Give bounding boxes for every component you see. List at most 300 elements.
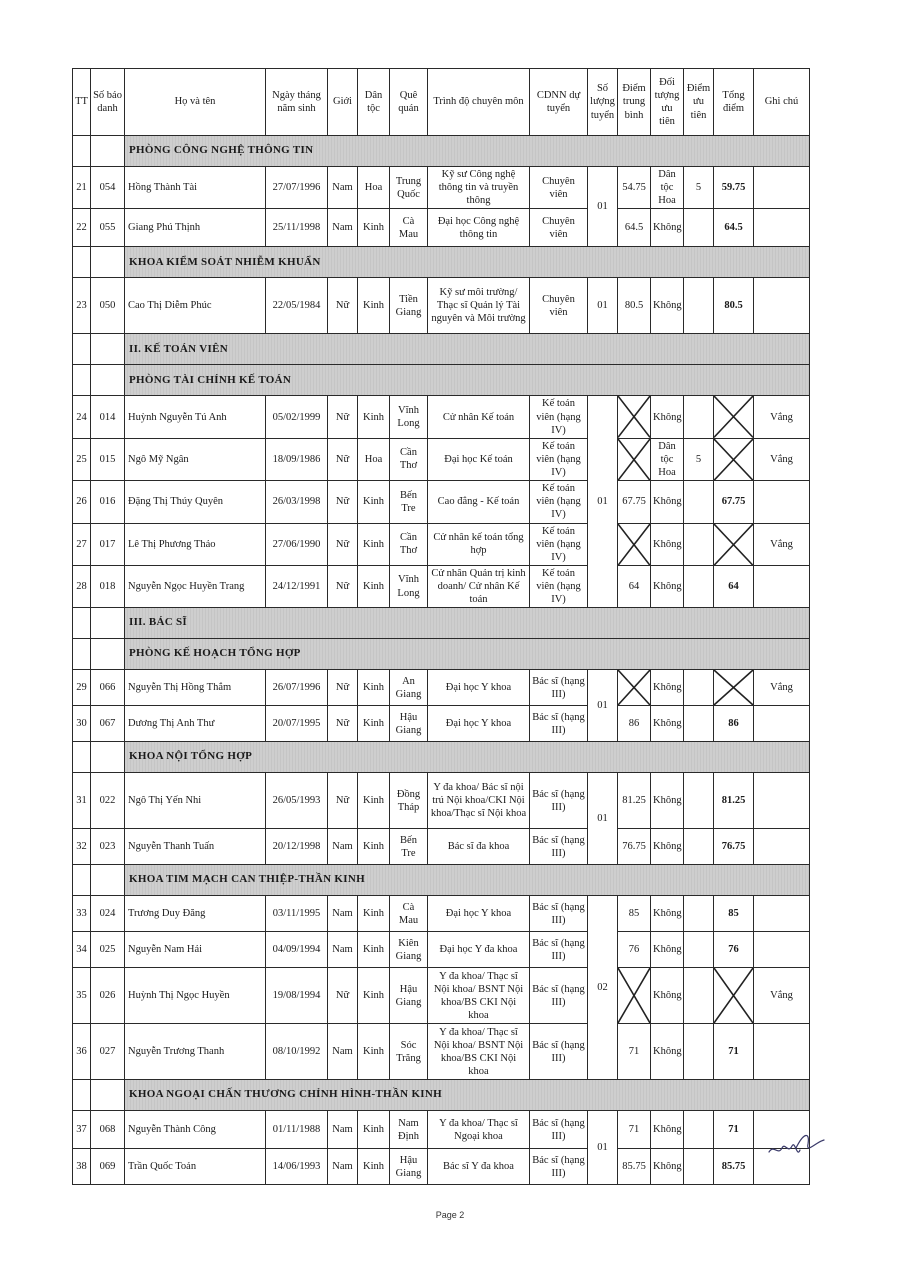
section-spacer [73, 1080, 91, 1111]
candidate-row [73, 706, 810, 742]
cell-qualification: Y đa khoa/ Thạc sĩ Ngoại khoa [428, 1111, 530, 1149]
cell-qualification: Y đa khoa/ Thạc sĩ Nội khoa/ BSNT Nội khoa/BS CKI Nội khoa [428, 1024, 530, 1080]
candidate-row [73, 565, 810, 607]
cell-qualification: Đại học Công nghệ thông tin [428, 209, 530, 247]
cell-sbd: 014 [91, 396, 125, 438]
cell-hometown: Vĩnh Long [390, 565, 428, 607]
header-tt: TT [73, 69, 91, 136]
cell-position: Bác sĩ (hạng III) [530, 932, 588, 968]
section-spacer [73, 608, 91, 639]
section-row [73, 608, 810, 639]
cell-name: Nguyễn Trương Thanh [125, 1024, 266, 1080]
cell-ethnic: Kinh [358, 396, 390, 438]
cell-priority-object: Không [651, 1024, 684, 1080]
cell-total-crossed [714, 438, 754, 480]
cell-quota: 01 [588, 670, 618, 742]
cell-position: Kế toán viên (hạng IV) [530, 523, 588, 565]
cell-ethnic: Kinh [358, 968, 390, 1024]
section-spacer [73, 365, 91, 396]
header-note: Ghi chú [754, 69, 810, 136]
cell-hometown: An Giang [390, 670, 428, 706]
header-row [73, 69, 810, 136]
cell-position: Bác sĩ (hạng III) [530, 1024, 588, 1080]
cell-name: Dương Thị Anh Thư [125, 706, 266, 742]
header-position: CDNN dự tuyển [530, 69, 588, 136]
cell-gender: Nữ [328, 968, 358, 1024]
cell-average: 64.5 [618, 209, 651, 247]
candidate-row [73, 773, 810, 829]
cell-gender: Nam [328, 1024, 358, 1080]
cell-qualification: Đại học Y khoa [428, 670, 530, 706]
cell-average: 54.75 [618, 167, 651, 209]
cell-tt: 35 [73, 968, 91, 1024]
section-row [73, 639, 810, 670]
cell-qualification: Đại học Kế toán [428, 438, 530, 480]
section-spacer [91, 639, 125, 670]
cell-average-crossed [618, 523, 651, 565]
cell-position: Chuyên viên [530, 278, 588, 334]
cell-position: Bác sĩ (hạng III) [530, 896, 588, 932]
cell-priority-object: Không [651, 565, 684, 607]
section-row [73, 742, 810, 773]
cell-note [754, 167, 810, 209]
cell-ethnic: Kinh [358, 1024, 390, 1080]
page-footer: Page 2 [435, 1210, 465, 1220]
cell-gender: Nữ [328, 565, 358, 607]
cell-qualification: Bác sĩ đa khoa [428, 829, 530, 865]
header-dob: Ngày tháng năm sinh [266, 69, 328, 136]
cell-hometown: Sóc Trăng [390, 1024, 428, 1080]
cell-gender: Nữ [328, 278, 358, 334]
cell-total: 76.75 [714, 829, 754, 865]
department-heading: PHÒNG KẾ HOẠCH TỔNG HỢP [125, 639, 810, 670]
cell-priority-points [684, 1111, 714, 1149]
cell-qualification: Y đa khoa/ Thạc sĩ Nội khoa/ BSNT Nội khoa/BS CKI Nội khoa [428, 968, 530, 1024]
cell-tt: 26 [73, 481, 91, 523]
cell-qualification: Đại học Y đa khoa [428, 932, 530, 968]
cell-name: Đặng Thị Thúy Quyên [125, 481, 266, 523]
cell-qualification: Đại học Y khoa [428, 896, 530, 932]
candidate-row [73, 438, 810, 480]
cell-average: 64 [618, 565, 651, 607]
cell-ethnic: Kinh [358, 278, 390, 334]
cell-dob: 24/12/1991 [266, 565, 328, 607]
cell-average: 85.75 [618, 1149, 651, 1185]
cell-gender: Nam [328, 209, 358, 247]
cell-ethnic: Kinh [358, 773, 390, 829]
cell-ethnic: Kinh [358, 1149, 390, 1185]
cell-priority-points [684, 1024, 714, 1080]
cell-total: 64 [714, 565, 754, 607]
cell-qualification: Đại học Y khoa [428, 706, 530, 742]
cell-tt: 29 [73, 670, 91, 706]
cell-priority-points [684, 773, 714, 829]
cell-note: Vắng [754, 396, 810, 438]
cell-name: Nguyễn Thanh Tuấn [125, 829, 266, 865]
cell-ethnic: Kinh [358, 523, 390, 565]
cell-tt: 27 [73, 523, 91, 565]
cell-dob: 14/06/1993 [266, 1149, 328, 1185]
cell-priority-object: Không [651, 829, 684, 865]
section-spacer [73, 334, 91, 365]
cell-average-crossed [618, 438, 651, 480]
cell-priority-object: Dân tộc Hoa [651, 167, 684, 209]
cell-note [754, 773, 810, 829]
cell-name: Trương Duy Đăng [125, 896, 266, 932]
cell-dob: 05/02/1999 [266, 396, 328, 438]
cell-total-crossed [714, 968, 754, 1024]
cell-priority-points: 5 [684, 167, 714, 209]
cell-qualification: Cử nhân Quản trị kinh doanh/ Cử nhân Kế toán [428, 565, 530, 607]
cell-dob: 25/11/1998 [266, 209, 328, 247]
cell-quota: 01 [588, 167, 618, 247]
candidate-row [73, 1149, 810, 1185]
cell-qualification: Bác sĩ Y đa khoa [428, 1149, 530, 1185]
cell-hometown: Bến Tre [390, 481, 428, 523]
cell-ethnic: Kinh [358, 829, 390, 865]
cell-priority-object: Không [651, 396, 684, 438]
cell-ethnic: Hoa [358, 167, 390, 209]
cell-tt: 34 [73, 932, 91, 968]
cell-hometown: Đồng Tháp [390, 773, 428, 829]
section-row [73, 247, 810, 278]
cell-quota: 01 [588, 1111, 618, 1185]
cell-ethnic: Kinh [358, 896, 390, 932]
cell-tt: 38 [73, 1149, 91, 1185]
cell-priority-object: Không [651, 896, 684, 932]
cell-qualification: Cử nhân Kế toán [428, 396, 530, 438]
cell-qualification: Cử nhân kế toán tổng hợp [428, 523, 530, 565]
cell-tt: 36 [73, 1024, 91, 1080]
cell-ethnic: Kinh [358, 932, 390, 968]
cell-gender: Nữ [328, 670, 358, 706]
cell-priority-points [684, 932, 714, 968]
cell-priority-object: Không [651, 968, 684, 1024]
department-heading: KHOA NỘI TỔNG HỢP [125, 742, 810, 773]
cell-priority-object: Không [651, 670, 684, 706]
cell-hometown: Bến Tre [390, 829, 428, 865]
cell-total-crossed [714, 523, 754, 565]
header-ethnic: Dân tộc [358, 69, 390, 136]
department-heading: KHOA KIỂM SOÁT NHIỄM KHUẨN [125, 247, 810, 278]
cell-note [754, 209, 810, 247]
cell-hometown: Hậu Giang [390, 968, 428, 1024]
cell-dob: 27/06/1990 [266, 523, 328, 565]
cell-tt: 30 [73, 706, 91, 742]
cell-hometown: Cà Mau [390, 209, 428, 247]
cell-gender: Nữ [328, 523, 358, 565]
header-qualification: Trình độ chuyên môn [428, 69, 530, 136]
cell-sbd: 016 [91, 481, 125, 523]
table-body [73, 136, 810, 1185]
cell-total: 85 [714, 896, 754, 932]
cell-position: Kế toán viên (hạng IV) [530, 396, 588, 438]
cell-gender: Nam [328, 1111, 358, 1149]
cell-tt: 37 [73, 1111, 91, 1149]
cell-priority-object: Không [651, 523, 684, 565]
cell-position: Bác sĩ (hạng III) [530, 670, 588, 706]
cell-priority-points: 5 [684, 438, 714, 480]
candidate-results-table [72, 68, 810, 1185]
cell-total-crossed [714, 396, 754, 438]
cell-sbd: 068 [91, 1111, 125, 1149]
header-quota: Số lượng tuyển [588, 69, 618, 136]
cell-dob: 20/07/1995 [266, 706, 328, 742]
cell-gender: Nữ [328, 773, 358, 829]
cell-priority-object: Không [651, 278, 684, 334]
cell-priority-object: Không [651, 932, 684, 968]
section-spacer [91, 247, 125, 278]
cell-gender: Nam [328, 167, 358, 209]
cell-priority-object: Không [651, 209, 684, 247]
department-heading: PHÒNG TÀI CHÍNH KẾ TOÁN [125, 365, 810, 396]
cell-note: Vắng [754, 670, 810, 706]
cell-tt: 21 [73, 167, 91, 209]
cell-gender: Nam [328, 829, 358, 865]
cell-position: Kế toán viên (hạng IV) [530, 565, 588, 607]
header-priority-points: Điểm ưu tiên [684, 69, 714, 136]
cell-qualification: Kỹ sư môi trường/ Thạc sĩ Quản lý Tài nguyên và Môi trường [428, 278, 530, 334]
candidate-row [73, 523, 810, 565]
cell-total-crossed [714, 670, 754, 706]
cell-priority-points [684, 523, 714, 565]
cell-hometown: Kiên Giang [390, 932, 428, 968]
cell-priority-points [684, 829, 714, 865]
cell-priority-object: Không [651, 706, 684, 742]
cell-name: Giang Phú Thịnh [125, 209, 266, 247]
cell-quota: 01 [588, 773, 618, 865]
cell-position: Bác sĩ (hạng III) [530, 1111, 588, 1149]
cell-name: Ngô Mỹ Ngân [125, 438, 266, 480]
cell-hometown: Hậu Giang [390, 1149, 428, 1185]
cell-sbd: 024 [91, 896, 125, 932]
cell-tt: 31 [73, 773, 91, 829]
cell-note [754, 278, 810, 334]
cell-tt: 24 [73, 396, 91, 438]
cell-gender: Nam [328, 932, 358, 968]
cell-tt: 22 [73, 209, 91, 247]
section-spacer [73, 742, 91, 773]
cell-quota: 02 [588, 896, 618, 1080]
section-spacer [91, 865, 125, 896]
cell-total: 67.75 [714, 481, 754, 523]
cell-priority-points [684, 396, 714, 438]
cell-name: Nguyễn Ngọc Huyền Trang [125, 565, 266, 607]
cell-ethnic: Kinh [358, 706, 390, 742]
cell-ethnic: Hoa [358, 438, 390, 480]
cell-sbd: 023 [91, 829, 125, 865]
cell-ethnic: Kinh [358, 481, 390, 523]
cell-note [754, 932, 810, 968]
cell-dob: 04/09/1994 [266, 932, 328, 968]
cell-name: Hồng Thành Tài [125, 167, 266, 209]
cell-average: 71 [618, 1111, 651, 1149]
cell-average: 67.75 [618, 481, 651, 523]
cell-sbd: 069 [91, 1149, 125, 1185]
cell-ethnic: Kinh [358, 209, 390, 247]
cell-priority-object: Không [651, 481, 684, 523]
header-sbd: Số báo danh [91, 69, 125, 136]
cell-qualification: Y đa khoa/ Bác sĩ nội trú Nội khoa/CKI Nội khoa/Thạc sĩ Nội khoa [428, 773, 530, 829]
cell-position: Chuyên viên [530, 209, 588, 247]
cell-hometown: Nam Định [390, 1111, 428, 1149]
section-spacer [91, 136, 125, 167]
cell-gender: Nam [328, 896, 358, 932]
candidate-row [73, 209, 810, 247]
department-heading: KHOA TIM MẠCH CAN THIỆP-THẦN KINH [125, 865, 810, 896]
cell-sbd: 027 [91, 1024, 125, 1080]
candidate-row [73, 670, 810, 706]
cell-name: Lê Thị Phương Thảo [125, 523, 266, 565]
header-total: Tổng điểm [714, 69, 754, 136]
section-row [73, 334, 810, 365]
results-sheet [72, 68, 809, 1185]
cell-quota: 01 [588, 396, 618, 608]
cell-dob: 18/09/1986 [266, 438, 328, 480]
cell-total: 64.5 [714, 209, 754, 247]
cell-priority-points [684, 706, 714, 742]
category-heading: III. BÁC SĨ [125, 608, 810, 639]
cell-name: Nguyễn Thị Hồng Thắm [125, 670, 266, 706]
cell-dob: 22/05/1984 [266, 278, 328, 334]
header-gender: Giới [328, 69, 358, 136]
cell-sbd: 067 [91, 706, 125, 742]
cell-dob: 26/05/1993 [266, 773, 328, 829]
section-spacer [73, 865, 91, 896]
cell-average: 76.75 [618, 829, 651, 865]
cell-hometown: Cần Thơ [390, 523, 428, 565]
candidate-row [73, 829, 810, 865]
candidate-row [73, 896, 810, 932]
cell-name: Trần Quốc Toản [125, 1149, 266, 1185]
cell-sbd: 055 [91, 209, 125, 247]
cell-dob: 03/11/1995 [266, 896, 328, 932]
cell-position: Bác sĩ (hạng III) [530, 829, 588, 865]
cell-hometown: Cà Mau [390, 896, 428, 932]
cell-average: 80.5 [618, 278, 651, 334]
cell-average-crossed [618, 670, 651, 706]
cell-sbd: 050 [91, 278, 125, 334]
cell-hometown: Hậu Giang [390, 706, 428, 742]
cell-quota: 01 [588, 278, 618, 334]
section-spacer [91, 334, 125, 365]
cell-total: 76 [714, 932, 754, 968]
cell-priority-points [684, 1149, 714, 1185]
cell-ethnic: Kinh [358, 565, 390, 607]
department-heading: KHOA NGOẠI CHẤN THƯƠNG CHỈNH HÌNH-THẦN KINH [125, 1080, 810, 1111]
header-hometown: Quê quán [390, 69, 428, 136]
header-average: Điểm trung bình [618, 69, 651, 136]
cell-sbd: 026 [91, 968, 125, 1024]
cell-average: 71 [618, 1024, 651, 1080]
cell-name: Nguyễn Thành Công [125, 1111, 266, 1149]
section-row [73, 136, 810, 167]
cell-position: Kế toán viên (hạng IV) [530, 438, 588, 480]
cell-note [754, 706, 810, 742]
cell-gender: Nữ [328, 481, 358, 523]
cell-priority-object: Không [651, 773, 684, 829]
cell-tt: 32 [73, 829, 91, 865]
cell-position: Bác sĩ (hạng III) [530, 1149, 588, 1185]
cell-average: 86 [618, 706, 651, 742]
cell-sbd: 017 [91, 523, 125, 565]
cell-hometown: Cần Thơ [390, 438, 428, 480]
cell-ethnic: Kinh [358, 670, 390, 706]
cell-sbd: 015 [91, 438, 125, 480]
cell-total: 85.75 [714, 1149, 754, 1185]
cell-dob: 26/03/1998 [266, 481, 328, 523]
cell-dob: 26/07/1996 [266, 670, 328, 706]
section-row [73, 1080, 810, 1111]
cell-priority-points [684, 481, 714, 523]
section-spacer [91, 608, 125, 639]
cell-dob: 01/11/1988 [266, 1111, 328, 1149]
cell-note [754, 481, 810, 523]
cell-gender: Nữ [328, 438, 358, 480]
cell-total: 81.25 [714, 773, 754, 829]
candidate-row [73, 968, 810, 1024]
cell-note: Vắng [754, 523, 810, 565]
cell-qualification: Cao đẳng - Kế toán [428, 481, 530, 523]
cell-note [754, 896, 810, 932]
cell-dob: 20/12/1998 [266, 829, 328, 865]
header-priority-object: Đối tượng ưu tiên [651, 69, 684, 136]
cell-priority-object: Không [651, 1149, 684, 1185]
cell-sbd: 054 [91, 167, 125, 209]
cell-gender: Nữ [328, 706, 358, 742]
cell-priority-points [684, 896, 714, 932]
cell-sbd: 025 [91, 932, 125, 968]
candidate-row [73, 167, 810, 209]
cell-priority-points [684, 278, 714, 334]
cell-name: Huỳnh Thị Ngọc Huyền [125, 968, 266, 1024]
candidate-row [73, 1024, 810, 1080]
cell-sbd: 022 [91, 773, 125, 829]
cell-priority-points [684, 565, 714, 607]
cell-name: Cao Thị Diễm Phúc [125, 278, 266, 334]
cell-total: 59.75 [714, 167, 754, 209]
candidate-row [73, 396, 810, 438]
category-heading: II. KẾ TOÁN VIÊN [125, 334, 810, 365]
header-name: Họ và tên [125, 69, 266, 136]
cell-position: Kế toán viên (hạng IV) [530, 481, 588, 523]
cell-total: 86 [714, 706, 754, 742]
cell-gender: Nữ [328, 396, 358, 438]
cell-total: 71 [714, 1024, 754, 1080]
cell-note [754, 565, 810, 607]
cell-total: 71 [714, 1111, 754, 1149]
cell-tt: 23 [73, 278, 91, 334]
cell-note: Vắng [754, 438, 810, 480]
cell-average-crossed [618, 396, 651, 438]
cell-ethnic: Kinh [358, 1111, 390, 1149]
cell-tt: 28 [73, 565, 91, 607]
cell-priority-object: Không [651, 1111, 684, 1149]
cell-hometown: Tiền Giang [390, 278, 428, 334]
cell-position: Bác sĩ (hạng III) [530, 706, 588, 742]
cell-name: Nguyễn Nam Hải [125, 932, 266, 968]
cell-average: 81.25 [618, 773, 651, 829]
cell-dob: 27/07/1996 [266, 167, 328, 209]
cell-note [754, 829, 810, 865]
candidate-row [73, 932, 810, 968]
cell-hometown: Vĩnh Long [390, 396, 428, 438]
candidate-row [73, 1111, 810, 1149]
cell-average: 76 [618, 932, 651, 968]
cell-priority-object: Dân tộc Hoa [651, 438, 684, 480]
department-heading: PHÒNG CÔNG NGHỆ THÔNG TIN [125, 136, 810, 167]
cell-note [754, 1024, 810, 1080]
